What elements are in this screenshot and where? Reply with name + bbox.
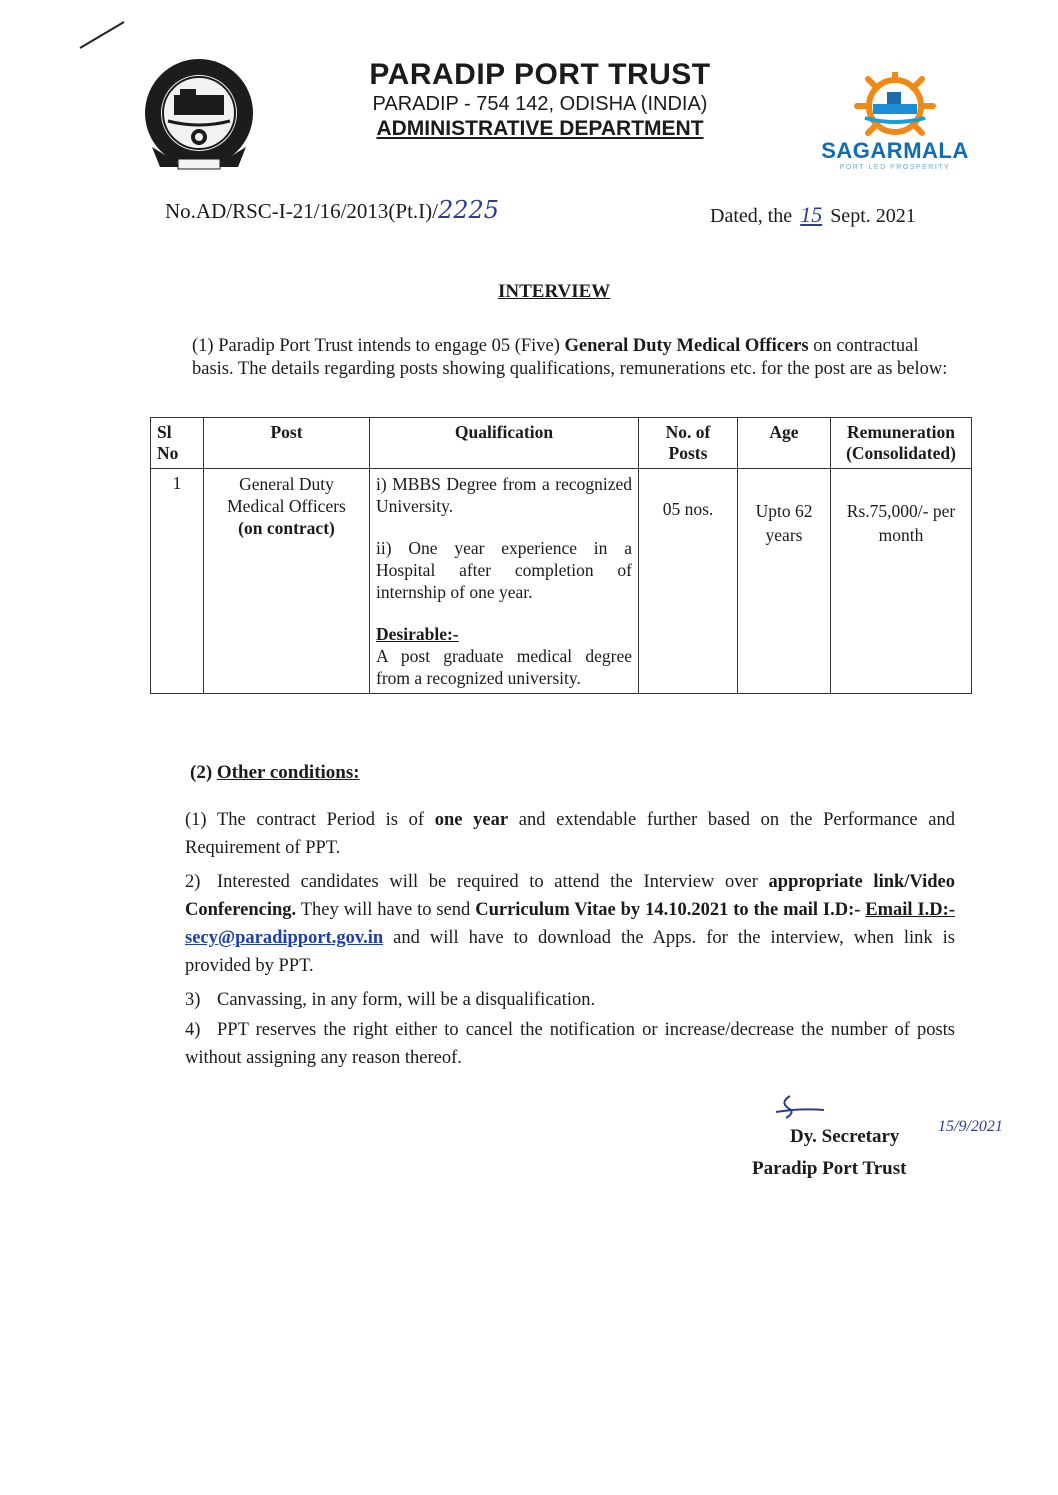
date-line <box>710 202 916 228</box>
organization-address: PARADIP - 754 142, ODISHA (INDIA) <box>372 93 708 115</box>
header-age: Age <box>738 418 831 469</box>
other-conditions-label: Other conditions: <box>216 762 360 783</box>
condition-1-number: (1) <box>185 810 207 830</box>
condition-1-text-a: The contract Period is of <box>217 810 435 830</box>
qualification-ii: ii) One year experience in a Hospital after completion of internship of one year. <box>376 538 632 602</box>
post-name: General Duty Medical Officers <box>227 474 346 516</box>
cell-post <box>204 469 370 694</box>
header-qualification: Qualification <box>370 418 639 469</box>
condition-2-email-label: Email I.D:- <box>865 900 955 920</box>
condition-2 <box>185 868 955 980</box>
condition-2-text-g: and will have to download the Apps. for the interview, when link is provided by PPT. <box>185 928 955 976</box>
cell-no-of-posts: 05 nos. <box>639 469 738 694</box>
reference-number <box>165 196 499 224</box>
dated-day-handwritten: 15 <box>800 202 823 227</box>
condition-1-bold: one year <box>434 810 509 830</box>
dated-prefix: Dated, the <box>710 205 793 227</box>
signature-handwritten-date: 15/9/2021 <box>938 1118 1003 1135</box>
condition-2-bold-d: Curriculum Vitae by 14.10.2021 to the mail I.D:- <box>475 900 866 920</box>
post-contract-note: (on contract) <box>238 518 335 538</box>
condition-2-text-c: They will have to send <box>296 900 476 920</box>
table-row <box>151 469 972 694</box>
reference-prefix: No.AD/RSC-I-21/16/2013(Pt.I)/ <box>165 199 438 223</box>
condition-4-number: 4) <box>185 1020 201 1040</box>
dated-suffix: Sept. 2021 <box>830 205 916 227</box>
condition-3-text: Canvassing, in any form, will be a disqualification. <box>217 990 596 1010</box>
other-conditions-heading <box>190 762 360 784</box>
condition-2-number: 2) <box>185 872 201 892</box>
email-link[interactable]: secy@paradipport.gov.in <box>185 928 384 948</box>
condition-2-bold-b: appropriate link/Video Conferencing. <box>185 872 955 920</box>
reference-handwritten-number: 2225 <box>438 196 500 224</box>
desirable-label: Desirable:- <box>376 624 459 644</box>
desirable-text: A post graduate medical degree from a recognized university. <box>376 646 632 688</box>
condition-1 <box>185 806 955 862</box>
sagarmala-logo-text: SAGARMALA <box>821 138 969 163</box>
handwritten-signature-icon <box>770 1090 830 1130</box>
pen-stroke-mark <box>78 18 128 52</box>
qualification-i: i) MBBS Degree from a recognized University. <box>376 474 632 516</box>
signatory-organization: Paradip Port Trust <box>752 1158 907 1179</box>
header-post: Post <box>204 418 370 469</box>
condition-1-text-c: and extendable further based on the Performance and Requirement of PPT. <box>185 810 955 858</box>
letterhead <box>300 58 780 142</box>
cell-remuneration: Rs.75,000/- per month <box>831 469 972 694</box>
intro-text-2: on contractual basis. The details regarding posts showing qualifications, remunerations etc. for the post are as below: <box>192 336 948 379</box>
paradip-port-trust-seal-icon <box>138 55 260 177</box>
condition-2-text-a: Interested candidates will be required to attend the Interview over <box>217 872 769 892</box>
other-conditions-number: (2) <box>190 762 217 783</box>
header-remuneration: Remuneration (Consolidated) <box>831 418 972 469</box>
cell-age: Upto 62 years <box>738 469 831 694</box>
intro-text-bold: General Duty Medical Officers <box>564 336 809 356</box>
table-header-row <box>151 418 972 469</box>
department-name: ADMINISTRATIVE DEPARTMENT <box>376 117 704 140</box>
organization-title: PARADIP PORT TRUST <box>369 58 711 91</box>
sagarmala-tagline: PORT-LED PROSPERITY <box>839 164 951 171</box>
intro-paragraph <box>192 335 964 381</box>
signatory-title: Dy. Secretary <box>790 1126 900 1147</box>
cell-sl: 1 <box>151 469 204 694</box>
condition-4-text: PPT reserves the right either to cancel the notification or increase/decrease the number of posts without assigning any reason thereof. <box>185 1020 955 1068</box>
condition-3 <box>185 986 955 1014</box>
intro-text-1: (1) Paradip Port Trust intends to engage 05 (Five) <box>192 336 565 356</box>
cell-qualification <box>370 469 639 694</box>
notice-heading: INTERVIEW <box>498 281 611 302</box>
header-no-of-posts: No. of Posts <box>639 418 738 469</box>
header-sl-no: Sl No <box>151 418 204 469</box>
condition-3-number: 3) <box>185 990 201 1010</box>
posts-table <box>150 417 972 694</box>
condition-4 <box>185 1016 955 1072</box>
